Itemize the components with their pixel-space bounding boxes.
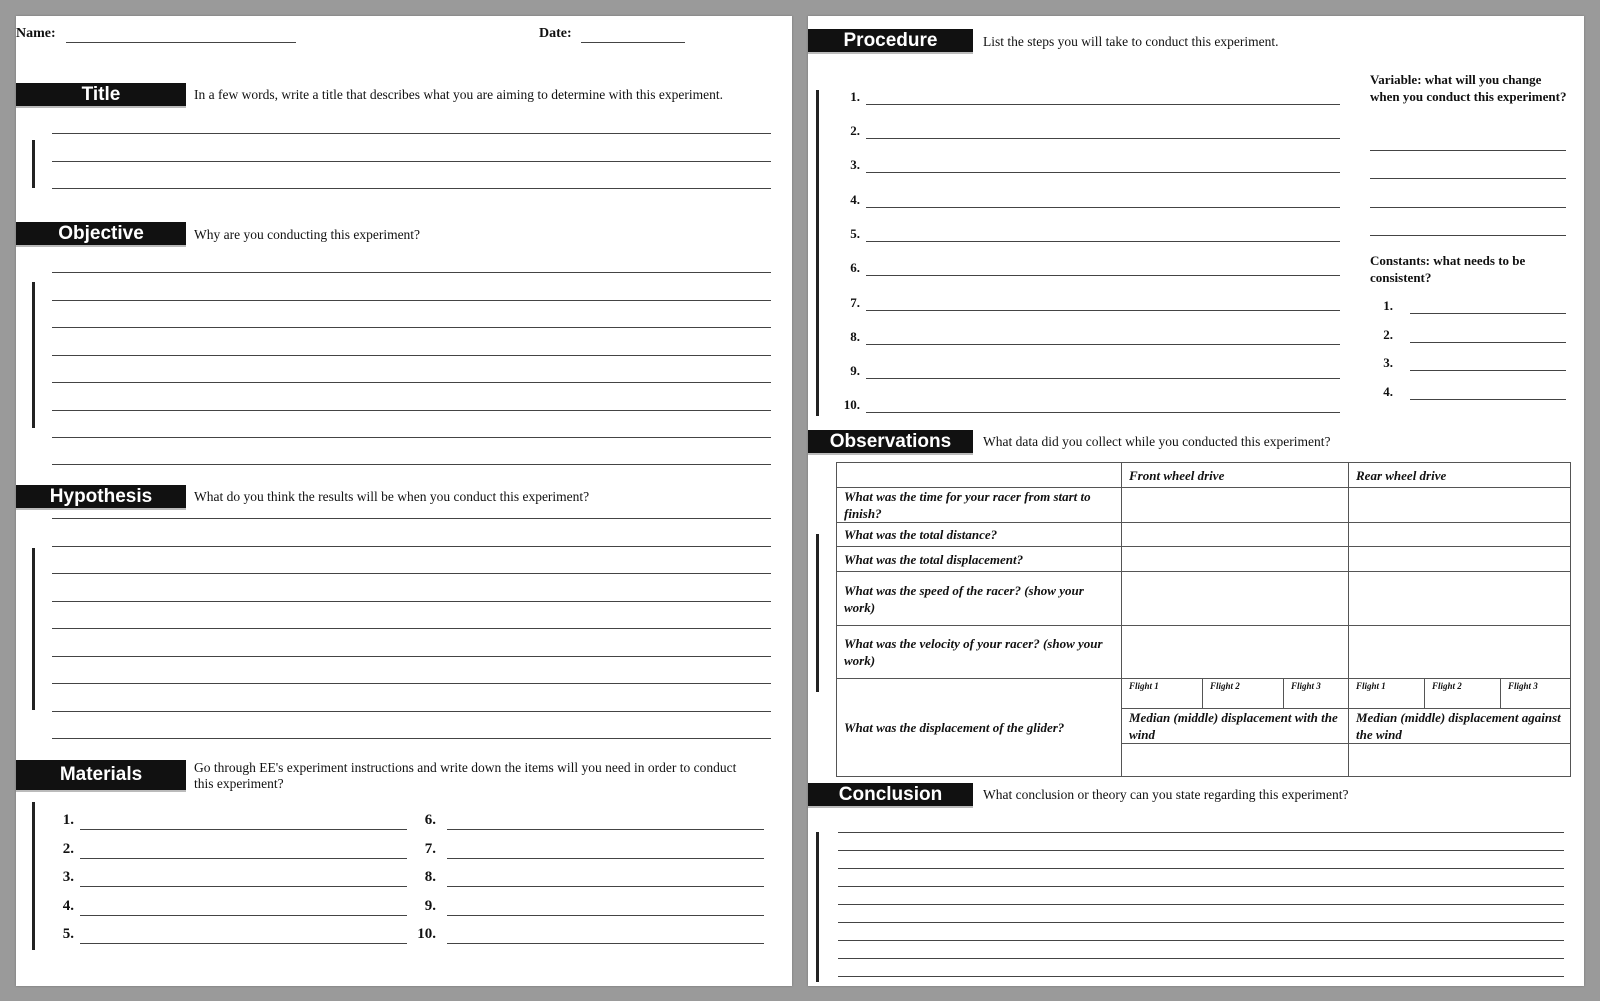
- conclusion-answer-line[interactable]: [838, 976, 1564, 977]
- conclusion-answer-line[interactable]: [838, 832, 1564, 833]
- answer-cell-front[interactable]: [1122, 523, 1349, 547]
- objective-answer-line[interactable]: [52, 272, 771, 273]
- answer-cell-rear[interactable]: [1349, 523, 1571, 547]
- answer-cell-rear[interactable]: [1349, 626, 1571, 679]
- flight-row: [837, 679, 1571, 709]
- constants-item-line[interactable]: [1410, 370, 1566, 371]
- procedure-step-line[interactable]: [866, 138, 1340, 139]
- materials-item-line[interactable]: [80, 915, 407, 916]
- col-rear-wheel: Rear wheel drive: [1349, 463, 1571, 488]
- table-row: [837, 523, 1571, 547]
- materials-item-line[interactable]: [447, 915, 764, 916]
- date-label: Date:: [539, 26, 572, 41]
- median-against-wind-answer[interactable]: [1349, 744, 1571, 777]
- objective-answer-line[interactable]: [52, 437, 771, 438]
- title-margin-bar: [32, 140, 35, 188]
- row-question: What was the speed of the racer? (show your work): [837, 572, 1122, 626]
- materials-item-line[interactable]: [447, 858, 764, 859]
- materials-number: 9.: [424, 898, 436, 914]
- front-flight-3-cell[interactable]: Flight 3: [1284, 679, 1349, 709]
- answer-cell-front[interactable]: [1122, 488, 1349, 523]
- table-row: [837, 547, 1571, 572]
- materials-item-line[interactable]: [80, 858, 407, 859]
- answer-cell-rear[interactable]: [1349, 572, 1571, 626]
- hypothesis-answer-line[interactable]: [52, 711, 771, 712]
- objective-answer-line[interactable]: [52, 464, 771, 465]
- hypothesis-answer-line[interactable]: [52, 738, 771, 739]
- variable-answer-line[interactable]: [1370, 178, 1566, 179]
- procedure-step-number: 10.: [843, 397, 860, 412]
- col-front-wheel: Front wheel drive: [1122, 463, 1349, 488]
- materials-item-line[interactable]: [80, 943, 407, 944]
- materials-number: 4.: [62, 898, 74, 914]
- table-row: [837, 488, 1571, 523]
- answer-cell-front[interactable]: [1122, 626, 1349, 679]
- objective-answer-line[interactable]: [52, 355, 771, 356]
- constants-number: 4.: [1383, 384, 1393, 399]
- materials-number: 3.: [62, 869, 74, 885]
- conclusion-answer-line[interactable]: [838, 922, 1564, 923]
- constants-item-line[interactable]: [1410, 313, 1566, 314]
- hypothesis-answer-line[interactable]: [52, 628, 771, 629]
- materials-item-line[interactable]: [447, 943, 764, 944]
- hypothesis-prompt: What do you think the results will be when you conduct this experiment?: [194, 489, 590, 504]
- worksheet-page-left: [16, 16, 792, 986]
- procedure-step-number: 2.: [850, 123, 860, 138]
- objective-prompt: Why are you conducting this experiment?: [194, 227, 421, 242]
- row-question: What was the velocity of your racer? (show your work): [837, 626, 1122, 679]
- materials-number: 10.: [417, 926, 436, 942]
- constants-item-line[interactable]: [1410, 399, 1566, 400]
- rear-flight-1-cell[interactable]: Flight 1: [1349, 679, 1425, 709]
- materials-prompt: Go through EE's experiment instructions and write down the items will you need in order to conduct this experiment?: [194, 760, 737, 791]
- answer-cell-front[interactable]: [1122, 572, 1349, 626]
- procedure-margin-bar: [816, 90, 819, 416]
- title-answer-line[interactable]: [52, 161, 771, 162]
- front-flight-1-cell[interactable]: Flight 1: [1122, 679, 1203, 709]
- title-answer-line[interactable]: [52, 133, 771, 134]
- row-question: What was the total distance?: [837, 523, 1122, 547]
- procedure-step-line[interactable]: [866, 104, 1340, 105]
- objective-answer-line[interactable]: [52, 382, 771, 383]
- variable-answer-line[interactable]: [1370, 150, 1566, 151]
- objective-margin-bar: [32, 282, 35, 428]
- materials-number: 7.: [424, 841, 436, 857]
- rear-flight-3-cell[interactable]: Flight 3: [1501, 679, 1571, 709]
- procedure-step-line[interactable]: [866, 207, 1340, 208]
- procedure-step-number: 9.: [850, 363, 860, 378]
- answer-cell-rear[interactable]: [1349, 547, 1571, 572]
- objective-heading: Objective: [16, 222, 186, 247]
- procedure-step-line[interactable]: [866, 275, 1340, 276]
- materials-number: 8.: [424, 869, 436, 885]
- hypothesis-heading: Hypothesis: [16, 485, 186, 510]
- materials-item-line[interactable]: [447, 886, 764, 887]
- worksheet-page-right: [808, 16, 1584, 986]
- hypothesis-answer-line[interactable]: [52, 518, 771, 519]
- answer-cell-rear[interactable]: [1349, 488, 1571, 523]
- conclusion-answer-line[interactable]: [838, 958, 1564, 959]
- conclusion-answer-line[interactable]: [838, 850, 1564, 851]
- table-row: [837, 572, 1571, 626]
- hypothesis-answer-line[interactable]: [52, 683, 771, 684]
- constants-item-line[interactable]: [1410, 342, 1566, 343]
- materials-number: 5.: [62, 926, 74, 942]
- materials-item-line[interactable]: [447, 829, 764, 830]
- name-label: Name:: [16, 26, 56, 41]
- materials-number: 1.: [62, 812, 74, 828]
- variable-prompt: Variable: what will you change when you conduct this experiment?: [1370, 72, 1567, 104]
- constants-number: 3.: [1383, 355, 1393, 370]
- procedure-step-line[interactable]: [866, 378, 1340, 379]
- procedure-step-number: 7.: [850, 295, 860, 310]
- materials-item-line[interactable]: [80, 829, 407, 830]
- procedure-step-number: 8.: [850, 329, 860, 344]
- procedure-step-line[interactable]: [866, 172, 1340, 173]
- variable-answer-line[interactable]: [1370, 235, 1566, 236]
- constants-prompt: Constants: what needs to be consistent?: [1370, 253, 1526, 285]
- row-question: What was the total displacement?: [837, 547, 1122, 572]
- conclusion-answer-line[interactable]: [838, 868, 1564, 869]
- date-field[interactable]: [581, 42, 685, 43]
- observations-heading: Observations: [808, 430, 973, 455]
- median-with-wind-answer[interactable]: [1122, 744, 1349, 777]
- table-row: [837, 626, 1571, 679]
- procedure-step-number: 5.: [850, 226, 860, 241]
- constants-number: 2.: [1383, 327, 1393, 342]
- observations-table: [836, 462, 1571, 777]
- procedure-step-line[interactable]: [866, 344, 1340, 345]
- title-answer-line[interactable]: [52, 188, 771, 189]
- answer-cell-front[interactable]: [1122, 547, 1349, 572]
- materials-margin-bar: [32, 802, 35, 950]
- hypothesis-answer-line[interactable]: [52, 656, 771, 657]
- name-field[interactable]: [66, 42, 296, 43]
- materials-heading: Materials: [16, 760, 186, 792]
- rear-flight-2-cell[interactable]: Flight 2: [1425, 679, 1501, 709]
- front-flight-2-cell[interactable]: Flight 2: [1203, 679, 1284, 709]
- hypothesis-margin-bar: [32, 548, 35, 710]
- procedure-step-number: 1.: [850, 89, 860, 104]
- table-header-row: [837, 463, 1571, 488]
- glider-question: What was the displacement of the glider?: [837, 679, 1122, 777]
- constants-number: 1.: [1383, 298, 1393, 313]
- conclusion-prompt: What conclusion or theory can you state regarding this experiment?: [983, 787, 1349, 802]
- procedure-heading: Procedure: [808, 29, 973, 54]
- procedure-step-number: 4.: [850, 192, 860, 207]
- objective-answer-line[interactable]: [52, 327, 771, 328]
- procedure-prompt: List the steps you will take to conduct this experiment.: [983, 34, 1279, 49]
- procedure-step-number: 3.: [850, 157, 860, 172]
- hypothesis-answer-line[interactable]: [52, 601, 771, 602]
- conclusion-answer-line[interactable]: [838, 904, 1564, 905]
- observations-margin-bar: [816, 534, 819, 692]
- hypothesis-answer-line[interactable]: [52, 573, 771, 574]
- variable-answer-line[interactable]: [1370, 207, 1566, 208]
- procedure-step-number: 6.: [850, 260, 860, 275]
- objective-answer-line[interactable]: [52, 300, 771, 301]
- materials-number: 6.: [424, 812, 436, 828]
- objective-answer-line[interactable]: [52, 410, 771, 411]
- conclusion-margin-bar: [816, 832, 819, 982]
- procedure-step-line[interactable]: [866, 412, 1340, 413]
- median-against-wind-label: Median (middle) displacement against the wind: [1349, 709, 1571, 744]
- row-question: What was the time for your racer from start to finish?: [837, 488, 1122, 523]
- conclusion-answer-line[interactable]: [838, 940, 1564, 941]
- materials-item-line[interactable]: [80, 886, 407, 887]
- hypothesis-answer-line[interactable]: [52, 546, 771, 547]
- conclusion-answer-line[interactable]: [838, 886, 1564, 887]
- materials-number: 2.: [62, 841, 74, 857]
- title-prompt: In a few words, write a title that describes what you are aiming to determine with this experiment.: [194, 87, 723, 102]
- procedure-step-line[interactable]: [866, 310, 1340, 311]
- table-corner-cell: [837, 463, 1122, 488]
- conclusion-heading: Conclusion: [808, 783, 973, 808]
- title-heading: Title: [16, 83, 186, 108]
- median-with-wind-label: Median (middle) displacement with the wind: [1122, 709, 1349, 744]
- observations-prompt: What data did you collect while you conducted this experiment?: [983, 434, 1331, 449]
- procedure-step-line[interactable]: [866, 241, 1340, 242]
